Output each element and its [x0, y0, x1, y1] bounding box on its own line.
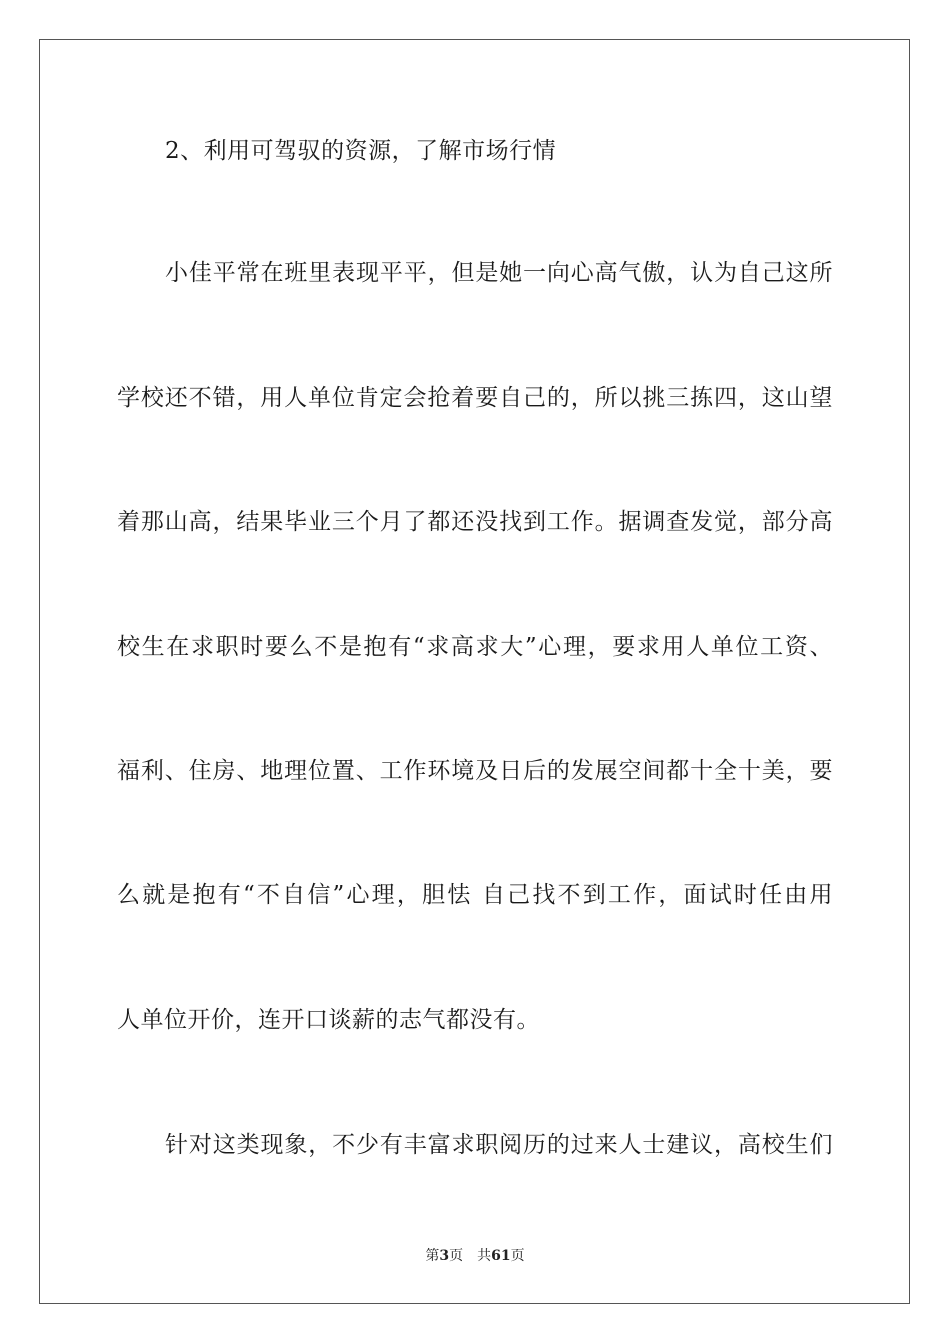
- page-number: 3: [439, 1248, 450, 1264]
- page-label-suffix: 页: [449, 1248, 464, 1264]
- page-label-prefix: 第: [425, 1248, 440, 1264]
- paragraph-line: 着那山高，结果毕业三个月了都还没找到工作。据调查发觉，部分高: [117, 509, 833, 535]
- paragraph-line: 小佳平常在班里表现平平，但是她一向心高气傲，认为自己这所: [165, 260, 833, 286]
- paragraph-line: 人单位开价，连开口谈薪的志气都没有。: [117, 1007, 540, 1033]
- paragraph-line: 福利、住房、地理位置、工作环境及日后的发展空间都十全十美，要: [117, 758, 833, 784]
- page-border: [39, 39, 910, 1304]
- paragraph-line: 学校还不错，用人单位肯定会抢着要自己的，所以挑三拣四，这山望: [117, 385, 833, 411]
- paragraph-line: 针对这类现象，不少有丰富求职阅历的过来人士建议，高校生们: [165, 1132, 833, 1158]
- total-label-suffix: 页: [510, 1248, 525, 1264]
- paragraph-line: 么就是抱有“不自信”心理，胆怯 自己找不到工作，面试时任由用: [117, 882, 833, 908]
- paragraph-line: 校生在求职时要么不是抱有“求高求大”心理，要求用人单位工资、: [117, 634, 833, 660]
- total-label-prefix: 共: [477, 1248, 492, 1264]
- page-footer: [0, 1247, 950, 1265]
- total-pages: 61: [491, 1248, 511, 1264]
- section-heading: 2、利用可驾驭的资源，了解市场行情: [165, 138, 557, 164]
